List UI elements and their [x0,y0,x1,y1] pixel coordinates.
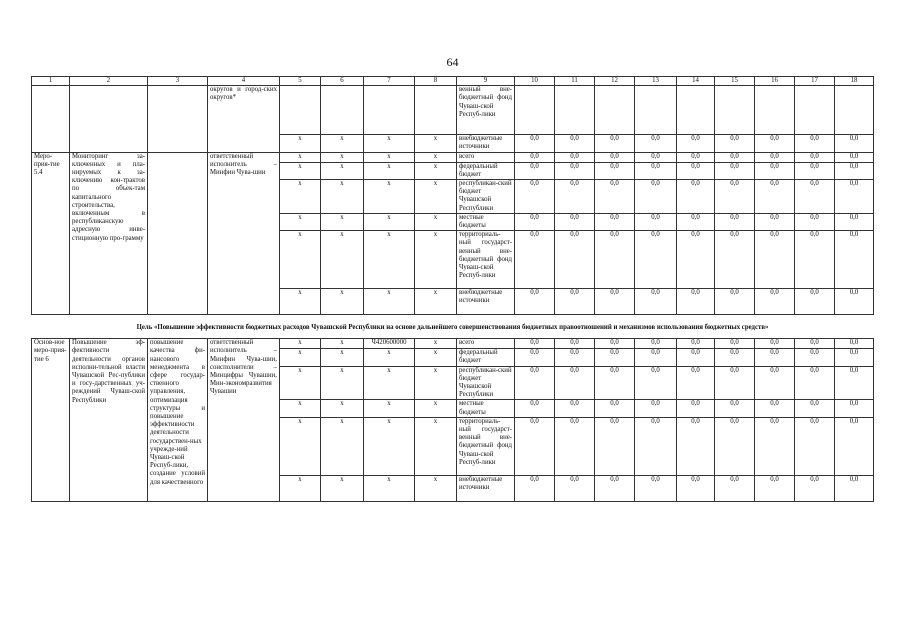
cell-value: 0,0 [595,289,635,315]
cell-col3 [148,86,208,152]
cell-col6 [321,86,364,135]
cell-funding-source: республикан-ский бюджет Чувашской Республики [457,180,515,214]
cell-activity-id: Основ-ное меро-прия-тие 6 [32,339,70,502]
cell-col8: x [415,417,457,475]
cell-value: 0,0 [635,162,677,179]
header-cell: 11 [555,77,595,86]
header-cell: 3 [148,77,208,86]
cell-col7: x [364,231,415,289]
cell-col6: x [321,289,364,315]
cell-value: 0,0 [635,475,677,501]
cell-value: 0,0 [635,135,677,152]
cell-value: 0,0 [595,475,635,501]
cell-value: 0,0 [515,349,555,366]
cell-value: 0,0 [795,231,835,289]
cell-value: 0,0 [515,152,555,162]
cell-value [795,86,835,135]
cell-value: 0,0 [677,475,715,501]
cell-col5: x [280,417,321,475]
cell-value: 0,0 [515,231,555,289]
cell-value: 0,0 [555,417,595,475]
cell-funding-source: венный вне-бюджетный фонд Чуваш-ской Респуб-лики [457,86,515,135]
cell-funding-source: всего [457,152,515,162]
cell-value: 0,0 [635,339,677,349]
cell-value: 0,0 [555,213,595,230]
cell-value: 0,0 [677,417,715,475]
cell-value: 0,0 [755,135,795,152]
cell-col6: x [321,349,364,366]
cell-col8: x [415,162,457,179]
cell-value: 0,0 [835,400,874,417]
cell-value: 0,0 [595,213,635,230]
cell-value: 0,0 [555,475,595,501]
cell-funding-source: местные бюджеты [457,400,515,417]
cell-value: 0,0 [835,152,874,162]
cell-value: 0,0 [635,152,677,162]
cell-activity-id: Меро-прия-тие 5.4 [32,152,70,315]
cell-value: 0,0 [715,400,755,417]
cell-col8: x [415,180,457,214]
cell-col7: Ч420600000 [364,339,415,349]
cell-value: 0,0 [835,180,874,214]
cell-value: 0,0 [555,289,595,315]
cell-value: 0,0 [795,417,835,475]
cell-value: 0,0 [795,349,835,366]
cell-value: 0,0 [595,231,635,289]
cell-value: 0,0 [635,349,677,366]
budget-table [31,76,874,502]
cell-col6: x [321,135,364,152]
cell-value: 0,0 [715,213,755,230]
cell-col8: x [415,289,457,315]
cell-responsible: округов и город-ских округов* [208,86,280,152]
cell-value: 0,0 [755,231,795,289]
cell-value: 0,0 [715,162,755,179]
cell-col5: x [280,289,321,315]
cell-value: 0,0 [515,162,555,179]
cell-col8: x [415,135,457,152]
cell-value: 0,0 [755,417,795,475]
cell-responsible: ответственный исполнитель – Минфин Чува-шии, соисполнители – Минцифры Чувашии, Мин-экономразвития Чувашии [208,339,280,502]
page-number: 64 [446,55,459,69]
cell-col5: x [280,180,321,214]
cell-value: 0,0 [715,475,755,501]
cell-value: 0,0 [515,475,555,501]
cell-responsible: ответственный исполнитель – Минфин Чува-шии [208,152,280,315]
cell-value: 0,0 [715,366,755,400]
cell-col7: x [364,349,415,366]
cell-value: 0,0 [755,289,795,315]
cell-value: 0,0 [835,135,874,152]
cell-value: 0,0 [515,339,555,349]
cell-value: 0,0 [715,135,755,152]
cell-col6: x [321,180,364,214]
cell-value: 0,0 [795,135,835,152]
cell-col5: x [280,152,321,162]
cell-col6: x [321,400,364,417]
cell-col7: x [364,152,415,162]
cell-activity-name: Повышение эф-фективности деятельности органов исполни-тельной власти Чувашской Рес-публики и госу-дарственных уч-реждений Чуваш-ской Республики [70,339,148,502]
cell-col8: x [415,366,457,400]
cell-value [595,86,635,135]
cell-value: 0,0 [635,400,677,417]
cell-funding-source: всего [457,339,515,349]
cell-col6: x [321,152,364,162]
cell-value [515,86,555,135]
cell-value: 0,0 [795,180,835,214]
cell-col8: x [415,152,457,162]
cell-col7: x [364,417,415,475]
cell-funding-source: республикан-ский бюджет Чувашской Республики [457,366,515,400]
cell-value: 0,0 [635,289,677,315]
header-cell: 12 [595,77,635,86]
cell-value: 0,0 [515,213,555,230]
header-cell: 2 [70,77,148,86]
cell-value: 0,0 [595,366,635,400]
header-cell: 5 [280,77,321,86]
cell-col8 [415,86,457,135]
cell-value: 0,0 [677,213,715,230]
cell-value: 0,0 [795,339,835,349]
cell-value: 0,0 [515,289,555,315]
cell-value: 0,0 [835,231,874,289]
cell-value: 0,0 [515,135,555,152]
cell-funding-source: внебюджетные источники [457,289,515,315]
cell-value: 0,0 [835,366,874,400]
cell-col5: x [280,475,321,501]
header-cell: 1 [32,77,70,86]
cell-value: 0,0 [635,366,677,400]
cell-value: 0,0 [635,417,677,475]
cell-col6: x [321,475,364,501]
cell-col6: x [321,366,364,400]
cell-value: 0,0 [515,417,555,475]
header-cell: 7 [364,77,415,86]
cell-value: 0,0 [555,162,595,179]
cell-value: 0,0 [755,180,795,214]
cell-funding-source: федеральный бюджет [457,162,515,179]
cell-value: 0,0 [595,417,635,475]
cell-value: 0,0 [755,162,795,179]
table-row [32,152,874,162]
cell-col6: x [321,339,364,349]
cell-expected-result: повышение качества фи-нансового менеджмента в сфере государ-ственного управления, оптимизация структуры и повышение эффективности деятельности государствен-ных учрежде-ний Чуваш-ской Респуб-лики, создание условий для качественного [148,339,208,502]
cell-value: 0,0 [835,289,874,315]
cell-col5: x [280,349,321,366]
cell-value: 0,0 [555,180,595,214]
cell-col7: x [364,475,415,501]
cell-value: 0,0 [595,152,635,162]
header-cell: 18 [835,77,874,86]
cell-value: 0,0 [755,349,795,366]
goal-title: Цель «Повышение эффективности бюджетных расходов Чувашской Республики на основе дальнейшего совершенствования бюджетных правоотношений и механизмов использования бюджетных средств» [32,315,874,339]
cell-value: 0,0 [715,180,755,214]
cell-value: 0,0 [835,162,874,179]
cell-col6: x [321,213,364,230]
cell-col5 [280,86,321,135]
cell-value: 0,0 [677,135,715,152]
cell-value: 0,0 [795,162,835,179]
cell-col7: x [364,213,415,230]
cell-col5: x [280,213,321,230]
cell-col7: x [364,366,415,400]
cell-funding-source: территориаль-ный государст-венный вне-бюджетный фонд Чуваш-ской Респуб-лики [457,231,515,289]
cell-value: 0,0 [835,475,874,501]
cell-value: 0,0 [715,152,755,162]
cell-col5: x [280,339,321,349]
cell-value: 0,0 [795,213,835,230]
cell-value [555,86,595,135]
cell-value: 0,0 [555,366,595,400]
cell-col5: x [280,366,321,400]
cell-value: 0,0 [515,400,555,417]
cell-value [755,86,795,135]
cell-col6: x [321,417,364,475]
cell-value: 0,0 [835,349,874,366]
cell-value: 0,0 [755,213,795,230]
cell-value: 0,0 [677,162,715,179]
header-cell: 15 [715,77,755,86]
cell-activity-name: Мониторинг за-ключенных и пла-нируемых к за-ключению кон-трактов по объек-там капитального строительства, включенным в республиканскую адресную инве-стиционную про-грамму [70,152,148,315]
cell-value: 0,0 [755,366,795,400]
header-cell: 13 [635,77,677,86]
cell-col1 [32,86,70,152]
header-cell: 4 [208,77,280,86]
cell-value: 0,0 [555,135,595,152]
cell-value [635,86,677,135]
cell-col7: x [364,180,415,214]
table-row [32,86,874,135]
cell-value: 0,0 [715,289,755,315]
cell-value: 0,0 [595,135,635,152]
cell-col5: x [280,135,321,152]
cell-value: 0,0 [635,213,677,230]
cell-funding-source: федеральный бюджет [457,349,515,366]
cell-col5: x [280,400,321,417]
table-row [32,339,874,349]
cell-value: 0,0 [677,366,715,400]
cell-col7: x [364,162,415,179]
cell-value: 0,0 [677,180,715,214]
cell-value: 0,0 [677,400,715,417]
cell-value: 0,0 [555,231,595,289]
cell-value: 0,0 [715,231,755,289]
cell-col8: x [415,231,457,289]
cell-value: 0,0 [755,400,795,417]
cell-col8: x [415,339,457,349]
cell-col8: x [415,475,457,501]
cell-value: 0,0 [755,152,795,162]
cell-value: 0,0 [755,339,795,349]
goal-row [32,315,874,339]
header-cell: 17 [795,77,835,86]
cell-value: 0,0 [635,180,677,214]
cell-value: 0,0 [555,152,595,162]
cell-value [835,86,874,135]
cell-col5: x [280,162,321,179]
cell-col8: x [415,400,457,417]
cell-value: 0,0 [677,339,715,349]
cell-col8: x [415,349,457,366]
cell-value: 0,0 [795,366,835,400]
header-cell: 6 [321,77,364,86]
cell-col2 [70,86,148,152]
header-row [32,77,874,86]
cell-value: 0,0 [677,152,715,162]
cell-value: 0,0 [795,400,835,417]
cell-value: 0,0 [715,417,755,475]
cell-funding-source: местные бюджеты [457,213,515,230]
cell-value: 0,0 [595,400,635,417]
cell-value: 0,0 [835,417,874,475]
header-cell: 9 [457,77,515,86]
cell-col6: x [321,231,364,289]
cell-value: 0,0 [555,339,595,349]
cell-value: 0,0 [595,349,635,366]
cell-col8: x [415,213,457,230]
cell-value [715,86,755,135]
cell-value: 0,0 [595,162,635,179]
cell-funding-source: внебюджетные источники [457,475,515,501]
cell-funding-source: территориаль-ный государст-венный вне-бюджетный фонд Чуваш-ской Респуб-лики [457,417,515,475]
cell-col3 [148,152,208,315]
cell-value: 0,0 [555,349,595,366]
cell-value: 0,0 [555,400,595,417]
header-cell: 14 [677,77,715,86]
cell-col6: x [321,162,364,179]
cell-value: 0,0 [835,213,874,230]
cell-value: 0,0 [515,366,555,400]
cell-col7: x [364,135,415,152]
cell-col7: x [364,289,415,315]
cell-value [677,86,715,135]
cell-value: 0,0 [677,289,715,315]
cell-value: 0,0 [835,339,874,349]
cell-value: 0,0 [795,475,835,501]
cell-value: 0,0 [755,475,795,501]
header-cell: 16 [755,77,795,86]
cell-col7 [364,86,415,135]
cell-col7: x [364,400,415,417]
cell-value: 0,0 [595,180,635,214]
cell-funding-source: внебюджетные источники [457,135,515,152]
cell-value: 0,0 [795,152,835,162]
cell-value: 0,0 [715,349,755,366]
cell-value: 0,0 [635,231,677,289]
cell-value: 0,0 [795,289,835,315]
header-cell: 10 [515,77,555,86]
cell-value: 0,0 [595,339,635,349]
header-cell: 8 [415,77,457,86]
cell-value: 0,0 [515,180,555,214]
cell-value: 0,0 [677,231,715,289]
cell-value: 0,0 [677,349,715,366]
cell-value: 0,0 [715,339,755,349]
cell-col5: x [280,231,321,289]
